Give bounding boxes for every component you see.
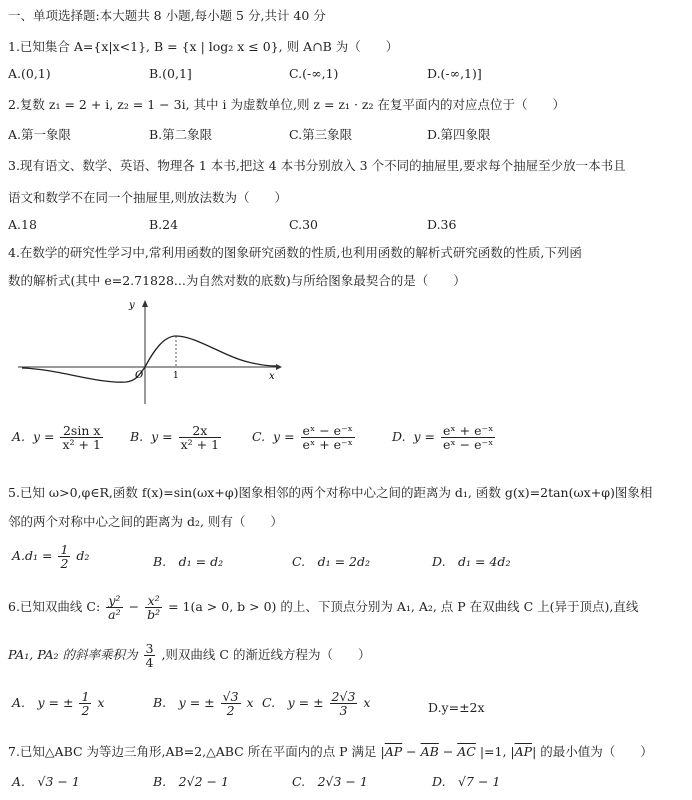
q6-a-num: 1 [81,689,90,704]
q4-option-c[interactable] [252,424,357,451]
q7-stem-post: | 的最小值为（ ） [532,744,653,759]
q6-option-d[interactable]: D.y=±2x [428,700,485,715]
q4-b-label: B. [130,429,144,445]
question-3-stem-line2: 语文和数学不在同一个抽屉里,则放法数为（ ） [8,190,287,205]
q5-option-b[interactable]: B. d₁ = d₂ [153,554,224,569]
q6-stem-pre: 6.已知双曲线 C: [8,599,101,615]
question-7-stem [8,742,653,760]
q7-vector-ab: $\overline{AB}$ [420,744,439,759]
question-5-stem-line1: 5.已知 ω>0,φ∈R,函数 f(x)=sin(ωx+φ)图象相邻的两个对称中心之间的距离为 d₁, 函数 g(x)=2tan(ωx+φ)图象相 [8,485,653,500]
q4-d-lhs: y = [413,429,436,445]
q6-a-pre: A. y = ± [12,695,74,711]
question-3-options [8,217,684,237]
question-2-options [8,125,684,145]
q4-b-lhs: y = [151,429,173,445]
q6-c-pre: C. y = ± [262,695,324,711]
q7-stem-mid1: − [402,744,421,759]
q4-option-a[interactable] [12,424,105,451]
q7-vector-ac: $\overline{AC}$ [457,744,476,759]
q4-d-num: eˣ + e⁻ˣ [443,423,494,438]
origin-label: O [135,370,144,381]
q6-a-post: x [97,695,105,711]
q4-d-label: D. [392,429,406,445]
q6-b-den: 2 [226,703,235,719]
q4-a-lhs: y = [32,429,55,445]
q5-a-num: 1 [60,542,69,557]
q4-a-num: 2sin x [60,424,102,438]
q1-option-a[interactable]: A.(0,1) [8,66,51,81]
q7-stem-mid3: |=1, | [475,744,515,759]
q6-option-a[interactable] [12,690,104,717]
q4-b-den: x² + 1 [180,437,220,453]
q5-option-a[interactable] [12,543,89,570]
q7-option-b[interactable]: B. 2√2 − 1 [153,774,229,789]
x-axis-label: x [269,371,275,382]
q2-option-c[interactable]: C.第三象限 [289,127,353,142]
question-4-options [8,424,684,460]
q7-vector-ap: $\overline{AP}$ [384,744,403,759]
tick-label-1: 1 [173,371,179,381]
q6-frac2-num: x² [145,594,162,608]
q4-c-lhs: y = [273,429,295,445]
question-6-stem-line1 [8,594,638,621]
q6-line2-den: 4 [145,655,154,671]
question-5-stem-line2: 邻的两个对称中心之间的距离为 d₂, 则有（ ） [8,514,283,529]
q5-a-post: d₂ [76,548,90,564]
q6-stem-post: = 1(a > 0, b > 0) 的上、下顶点分别为 A₁, A₂, 点 P 在双曲线 C 上(异于顶点),直线 [168,599,639,615]
q3-option-d[interactable]: D.36 [427,217,457,232]
q7-option-c[interactable]: C. 2√3 − 1 [292,774,368,789]
q6-frac2-den: b² [147,607,161,623]
question-7-options [8,772,684,792]
q1-option-c[interactable]: C.(-∞,1) [289,66,339,81]
q6-line2-post: ,则双曲线 C 的渐近线方程为（ ） [161,647,371,663]
question-4-stem-line1: 4.在数学的研究性学习中,常利用函数的图象研究函数的性质,也利用函数的解析式研究函数的性质,下列函 [8,245,582,260]
q4-option-d[interactable] [392,424,497,451]
q6-c-post: x [363,695,371,711]
q4-c-label: C. [252,429,266,445]
q6-minus: − [128,599,140,615]
q4-option-b[interactable] [130,424,223,451]
q6-frac1-num: y² [106,594,122,608]
q6-option-b[interactable] [153,690,254,717]
q4-d-den: eˣ − e⁻ˣ [443,437,494,453]
q5-option-d[interactable]: D. d₁ = 4d₂ [432,554,511,569]
q4-a-label: A. [12,429,26,445]
question-1-stem: 1.已知集合 A={x|x<1}, B = {x | log₂ x ≤ 0}, 则 A∩B 为（ ） [8,39,399,54]
function-graph [18,298,284,406]
q7-option-a[interactable]: A. √3 − 1 [12,774,80,789]
q5-a-den: 2 [60,556,69,572]
question-1-options [8,66,684,86]
q6-b-num: √3 [222,689,239,704]
y-axis-label: y [129,300,135,311]
q5-a-pre: A.d₁ = [12,548,53,564]
q6-a-den: 2 [81,703,90,719]
q7-option-d[interactable]: D. √7 − 1 [432,774,501,789]
q6-line2-pre: PA₁, PA₂ 的斜率乘积为 [8,647,138,663]
question-6-stem-line2 [8,642,370,669]
section-title: 一、单项选择题:本大题共 8 小题,每小题 5 分,共计 40 分 [8,8,326,23]
function-curve [22,336,276,382]
q7-stem-pre: 7.已知△ABC 为等边三角形,AB=2,△ABC 所在平面内的点 P 满足 | [8,744,385,759]
q6-b-pre: B. y = ± [153,695,215,711]
q6-option-c[interactable] [262,690,370,717]
q4-b-num: 2x [179,424,221,438]
q5-option-c[interactable]: C. d₁ = 2d₂ [292,554,370,569]
question-6-options [8,690,684,728]
question-5-options [8,543,684,579]
q2-option-d[interactable]: D.第四象限 [427,127,491,142]
q1-option-d[interactable]: D.(-∞,1)] [427,66,482,81]
x-axis-arrow [276,364,282,370]
q2-option-b[interactable]: B.第二象限 [149,127,213,142]
q4-a-den: x² + 1 [62,437,101,453]
q7-stem-mid2: − [438,744,458,759]
q6-b-post: x [246,695,254,711]
question-2-stem: 2.复数 z₁ = 2 + i, z₂ = 1 − 3i, 其中 i 为虚数单位,则 z = z₁ · z₂ 在复平面内的对应点位于（ ） [8,97,566,112]
y-axis-arrow [142,300,148,307]
q6-c-den: 3 [339,703,348,719]
q1-option-b[interactable]: B.(0,1] [149,66,192,81]
q7-vector-ap-2: $\overline{AP}$ [514,744,533,759]
q4-c-num: eˣ − e⁻ˣ [302,423,353,438]
q6-line2-num: 3 [145,641,154,656]
question-3-stem-line1: 3.现有语文、数学、英语、物理各 1 本书,把这 4 本书分别放入 3 个不同的抽屉里,要求每个抽屉至少放一本书且 [8,158,626,173]
q3-option-b[interactable]: B.24 [149,217,179,232]
q4-c-den: eˣ + e⁻ˣ [302,437,353,453]
q3-option-a[interactable]: A.18 [8,217,37,232]
question-4-stem-line2: 数的解析式(其中 e=2.71828...为自然对数的底数)与所给图象最契合的是（ ） [8,273,466,288]
q2-option-a[interactable]: A.第一象限 [8,127,72,142]
q6-c-num: 2√3 [331,689,356,704]
q6-frac1-den: a² [108,607,121,623]
q3-option-c[interactable]: C.30 [289,217,318,232]
